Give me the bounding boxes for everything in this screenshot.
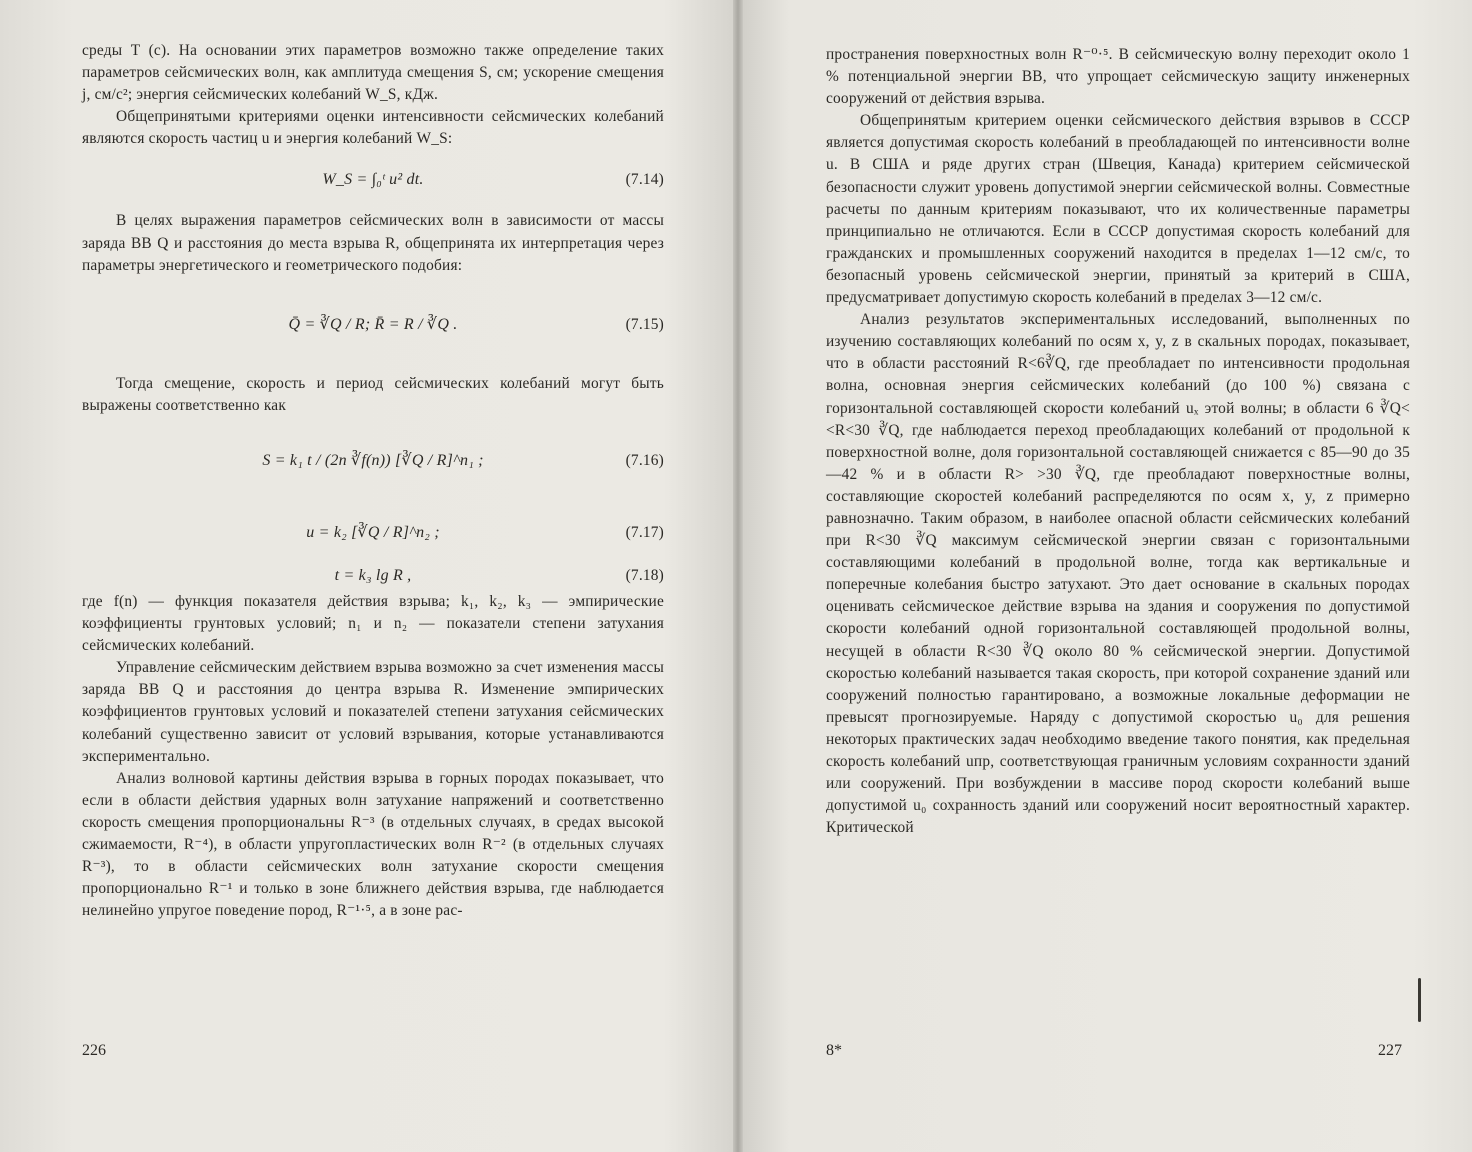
paragraph: Общепринятым критерием оценки сейсмического действия взрывов в СССР является допустимая скорость колебаний в преобладающей по интенсивности волне u. В США и ряде других стран (Швеция, Канада) критерием сейсмической безопасности служит уровень допустимой энергии сейсмической волны. Совместные расчеты по данным критериям показывают, что их количественные параметры принципиально не отличаются. Если в СССР допустимая скорость колебаний для гражданских и промышленных сооружений находится в пределах 1—12 см/с, то безопасный уровень сейсмической энергии, принятый за критерий в США, предусматривает допустимую скорость колебаний в пределах 3—12 см/с. — [826, 112, 1410, 307]
formula-text: S = k₁ t / (2n ∛f(n)) [∛Q / R]^n₁ ; — [262, 451, 484, 469]
equation-number: (7.14) — [625, 171, 664, 189]
margin-pencil-mark — [1418, 978, 1421, 1022]
paragraph: где f(n) — функция показателя действия взрыва; k₁, k₂, k₃ — эмпирические коэффициенты грунтовых условий; n₁ и n₂ — показатели степени затухания сейсмических колебаний. — [82, 592, 664, 655]
formula-7-14 — [82, 150, 664, 210]
formula-text: t = k₃ lg R , — [334, 566, 412, 584]
equation-number: (7.18) — [625, 566, 664, 584]
equation-number: (7.15) — [625, 315, 664, 333]
equation-number: (7.17) — [625, 523, 664, 541]
paragraph: пространения поверхностных волн R⁻⁰·⁵. В сейсмическую волну переходит около 1 % потенциальной энергии ВВ, что упрощает сейсмическую защиту инженерных сооружений от действия взрыва. — [826, 46, 1410, 108]
paragraph: Тогда смещение, скорость и период сейсмических колебаний могут быть выражены соответственно как — [82, 374, 664, 414]
book-spine — [733, 0, 743, 1152]
left-page-body — [82, 40, 664, 922]
formula-7-18 — [82, 561, 664, 591]
page-number-left: 226 — [82, 1042, 106, 1059]
signature-mark: 8* — [826, 1042, 842, 1059]
page-number-right: 227 — [1378, 1042, 1402, 1059]
formula-text: u = k₂ [∛Q / R]^n₂ ; — [306, 523, 440, 541]
paragraph: Анализ волновой картины действия взрыва в горных породах показывает, что если в области действия ударных волн затухание напряжений и соответственно скорость смещения пропорциональны R⁻³ (в отдельных случаях, в средах высокой сжимаемости, R⁻⁴), в области упругопластических волн R⁻² (в отдельных случаях R⁻³), то в области сейсмических волн затухание скорости смещения пропорционально R⁻¹ и только в зоне ближнего действия взрыва, где наблюдается нелинейно упругое поведение пород, R⁻¹·⁵, а в зоне рас- — [82, 769, 664, 920]
formula-7-17 — [82, 505, 664, 561]
formula-7-16 — [82, 417, 664, 505]
formula-7-15 — [82, 277, 664, 373]
paragraph: Анализ результатов экспериментальных исследований, выполненных по изучению составляющих колебаний по осям x, y, z в скальных породах, показывает, что в области расстояний R<6∛Q, где преобладает по интенсивности продольная волна, основная энергия сейсмических колебаний (до 100 %) связана с горизонтальной составляющей скорости колебаний uₓ этой волны; в области 6 ∛Q< <R<30 ∛Q, где наблюдается переход преобладающих колебаний от продольной к поверхностной волне, доля горизонтальной составляющей снижается с 85—90 до 35—42 % и в области R> >30 ∛Q, где преобладают поверхностные волны, составляющие скоростей колебаний распределяются по осям x, y, z примерно равнозначно. Таким образом, в наиболее опасной области сейсмических колебаний при R<30 ∛Q максимум сейсмической энергии связан с горизонтальными составляющими колебаний в продольной волне, тогда как вертикальные и поперечные колебания быстро затухают. Это дает основание в скальных породах оценивать сейсмическое действие взрыва на здания и сооружения по допустимой скорости колебаний одной горизонтальной составляющей продольной волны, несущей в области R<30 ∛Q около 80 % сейсмической энергии. Допустимой скоростью колебаний называется такая скорость, при которой сохранение зданий или сооружений полностью гарантировано, а возможные локальные деформации не превысят прогнозируемые. Наряду с допустимой скоростью u₀ для решения некоторых практических задач необходимо введение такого понятия, как предельная скорость колебаний uпр, соответствующая граничным условиям сохранности зданий или сооружений. При возбуждении в массиве пород скорости колебаний выше допустимой u₀ сохранность зданий или сооружений носит вероятностный характер. Критической — [826, 311, 1410, 837]
paragraph: Общепринятыми критериями оценки интенсивности сейсмических колебаний являются скорость частиц u и энергия колебаний W_S: — [82, 108, 664, 148]
formula-text: W_S = ∫₀ᵗ u² dt. — [322, 171, 424, 189]
paragraph: Управление сейсмическим действием взрыва возможно за счет изменения массы заряда ВВ Q и расстояния до центра взрыва R. Изменение эмпирических коэффициентов грунтовых условий и показателей степени затухания сейсмических колебаний существенно зависит от условий взрывания, которые устанавливаются экспериментально. — [82, 659, 664, 765]
paragraph: среды T (c). На основании этих параметров возможно также определение таких параметров сейсмических волн, как амплитуда смещения S, см; ускорение смещения j, см/с²; энергия сейсмических колебаний W_S, кДж. — [82, 42, 664, 104]
paragraph: В целях выражения параметров сейсмических волн в зависимости от массы заряда ВВ Q и расстояния до места взрыва R, общепринята их интерпретация через параметры энергетического и геометрического подобия: — [82, 212, 664, 274]
right-page-body — [826, 44, 1410, 839]
formula-text: Q̄ = ∛Q / R; R̄ = R / ∛Q . — [288, 315, 458, 333]
equation-number: (7.16) — [625, 451, 664, 469]
